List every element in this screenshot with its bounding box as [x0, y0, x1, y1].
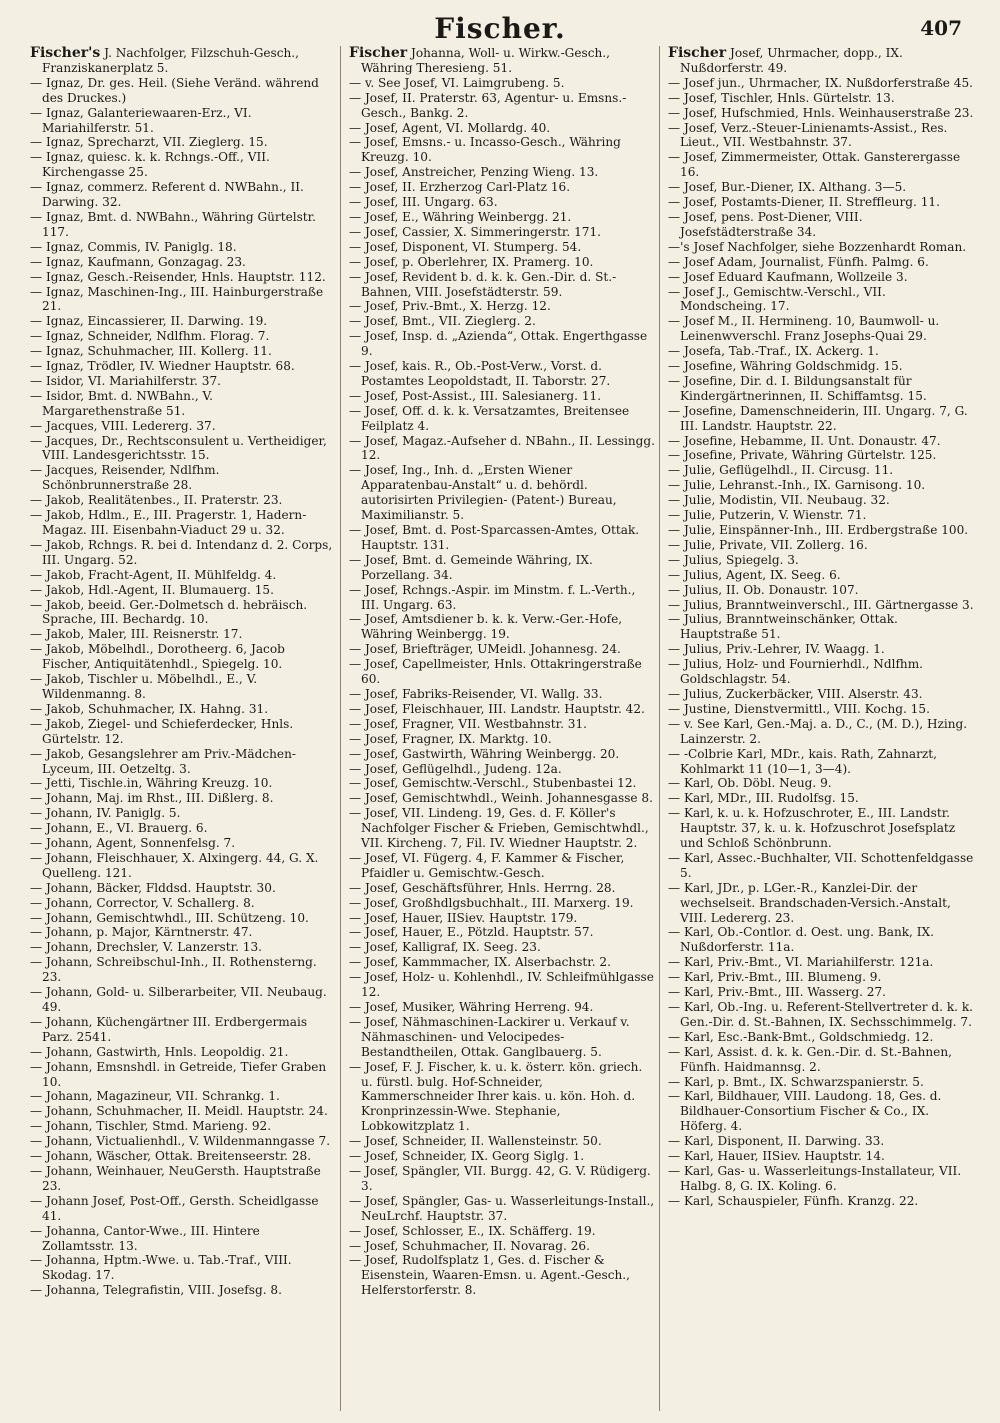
directory-entry: — Jakob, Gesangslehrer am Priv.-Mädchen-Lyceum, III. Oetzeltg. 3.	[30, 746, 296, 776]
directory-entry: — Josef J., Gemischtw.-Verschl., VII. Mondscheing. 17.	[668, 284, 886, 314]
directory-entry: — Josef, Post-Assist., III. Salesianerg. 11.	[349, 388, 602, 403]
directory-entry: — Josef Adam, Journalist, Fünfh. Palmg. 6.	[668, 254, 929, 269]
directory-entry: — Jakob, Möbelhdl., Dorotheerg. 6, Jacob Fischer, Antiquitätenhdl., Spiegelg. 10.	[30, 642, 285, 672]
directory-entry: — Johanna, Telegrafistin, VIII. Josefsg. 8.	[30, 1283, 282, 1298]
directory-entry: — Julius, Holz- und Fournierhdl., Ndlfhm. Goldschlagstr. 54.	[668, 657, 924, 687]
directory-entry: — Josef, Spängler, VII. Burgg. 42, G. V. Rüdigerg. 3.	[349, 1163, 651, 1193]
surname: Fischer	[668, 46, 727, 61]
directory-entry: — Josef, Magaz.-Aufseher d. NBahn., II. Lessingg. 12.	[349, 433, 655, 463]
directory-entry: — Julius, Agent, IX. Seeg. 6.	[668, 567, 841, 582]
directory-entry: — Josef, Tischler, Hnls. Gürtelstr. 13.	[668, 90, 895, 105]
directory-entry: — Josef, VII. Lindeng. 19, Ges. d. F. Köller's Nachfolger Fischer & Frieben, Gemischtwhdl., VII. Kircheng. 7, Fil. IV. Wiedner Hauptstr. 2.	[349, 806, 649, 851]
directory-entry: — Karl, p. Bmt., IX. Schwarzspanierstr. 5.	[668, 1074, 924, 1089]
directory-entry: — Karl, Ob.-Ing. u. Referent-Stellvertreter d. k. k. Gen.-Dir. d. St.-Bahnen, IX. Sechsschimmelg. 7.	[668, 1000, 974, 1029]
directory-entry: — Jakob, Hdlm., E., III. Pragerstr. 1, Hadern-Magaz. III. Eisenbahn-Viaduct 29 u. 32.	[30, 508, 307, 537]
directory-entry: — Ignaz, commerz. Referent d. NWBahn., II. Darwing. 32.	[30, 180, 304, 210]
directory-entry: — Johann, IV. Paniglg. 5.	[30, 806, 181, 821]
directory-entry: — Johann, E., VI. Brauerg. 6.	[30, 821, 208, 836]
directory-entry: — Josef, II. Erzherzog Carl-Platz 16.	[349, 180, 571, 195]
page-title: Fischer.	[434, 12, 566, 45]
directory-entry: — Josef, pens. Post-Diener, VIII. Josefstädterstraße 34.	[668, 209, 863, 239]
directory-entry: — Karl, Ob.-Contlor. d. Oest. ung. Bank, IX. Nußdorferstr. 11a.	[668, 925, 934, 955]
directory-entry: — Karl, Disponent, II. Darwing. 33.	[668, 1134, 885, 1149]
directory-entry: — Ignaz, Schneider, Ndlfhm. Florag. 7.	[30, 329, 270, 344]
directory-entry: — Josef, Off. d. k. k. Versatzamtes, Breitensee Feilplatz 4.	[349, 403, 630, 433]
column-lead-entry	[349, 46, 655, 76]
directory-entry: — Jakob, Schuhmacher, IX. Hahng. 31.	[30, 701, 269, 716]
directory-entry: — Josef, Agent, VI. Mollardg. 40.	[349, 120, 551, 135]
directory-entry: — Josef, p. Oberlehrer, IX. Pramerg. 10.	[349, 254, 594, 269]
directory-entry: — Karl, Schauspieler, Fünfh. Kranzg. 22.	[668, 1193, 919, 1208]
directory-entry: — Johann, Victualienhdl., V. Wildenmanngasse 7.	[30, 1134, 331, 1149]
directory-entry: — Josef, Insp. d. „Azienda“, Ottak. Engerthgasse 9.	[349, 329, 648, 359]
directory-entry: — Karl, Assec.-Buchhalter, VII. Schottenfeldgasse 5.	[668, 850, 974, 880]
directory-entry: — Johann, Agent, Sonnenfelsg. 7.	[30, 836, 236, 851]
page-number: 407	[920, 16, 962, 40]
directory-entry: — Jakob, beeid. Ger.-Dolmetsch d. hebräisch. Sprache, III. Bechardg. 10.	[30, 597, 308, 627]
directory-entry: — Josef, Gastwirth, Währing Weinbergg. 20.	[349, 746, 620, 761]
directory-entry: — Josef, Geschäftsführer, Hnls. Herrng. 28.	[349, 880, 616, 895]
directory-entry: — Johann, Küchengärtner III. Erdbergermais Parz. 2541.	[30, 1014, 308, 1044]
directory-entry: — Josef, Anstreicher, Penzing Wieng. 13.	[349, 165, 599, 180]
directory-entry: — Josef, Schneider, IX. Georg Siglg. 1.	[349, 1149, 585, 1164]
directory-entry: — Josef, Zimmermeister, Ottak. Gansterergasse 16.	[668, 150, 961, 180]
directory-entry: — Julius, Spiegelg. 3.	[668, 552, 799, 567]
directory-entry: — Ignaz, Commis, IV. Paniglg. 18.	[30, 239, 237, 254]
directory-entry: — Isidor, VI. Mariahilferstr. 37.	[30, 373, 221, 388]
directory-entry: — Josef, Hauer, IISiev. Hauptstr. 179.	[349, 910, 578, 925]
directory-entry: — Julie, Lehranst.-Inh., IX. Garnisong. 10.	[668, 478, 926, 493]
directory-entry: — Josef, Fragner, IX. Marktg. 10.	[349, 731, 552, 746]
directory-entry: — Jetti, Tischle.in, Währing Kreuzg. 10.	[30, 776, 273, 791]
directory-entry: — Johann, Gold- u. Silberarbeiter, VII. Neubaug. 49.	[30, 985, 327, 1014]
directory-entry: — Josef, Kammmacher, IX. Alserbachstr. 2.	[349, 955, 611, 970]
directory-entry: — Julie, Putzerin, V. Wienstr. 71.	[668, 508, 867, 523]
directory-entry: — Josef, Hufschmied, Hnls. Weinhauserstraße 23.	[668, 105, 974, 120]
directory-entry: — Josef Eduard Kaufmann, Wollzeile 3.	[668, 269, 908, 284]
directory-entry: — Jakob, Tischler u. Möbelhdl., E., V. Wildenmanng. 8.	[30, 672, 258, 701]
directory-entry: — Josef, Bmt. d. Post-Sparcassen-Amtes, Ottak. Hauptstr. 131.	[349, 523, 640, 552]
directory-columns	[30, 46, 978, 1411]
directory-entry: — Josefine, Damenschneiderin, III. Ungarg. 7, G. III. Landstr. Hauptstr. 22.	[668, 403, 968, 433]
directory-entry: — Jakob, Rchngs. R. bei d. Intendanz d. 2. Corps, III. Ungarg. 52.	[30, 537, 333, 567]
directory-entry: — Josef, Musiker, Währing Herreng. 94.	[349, 1000, 594, 1014]
directory-entry: — Johann, Drechsler, V. Lanzerstr. 13.	[30, 940, 262, 955]
directory-entry: — Karl, Ob. Döbl. Neug. 9.	[668, 776, 832, 791]
directory-entry: — Karl, Assist. d. k. k. Gen.-Dir. d. St.-Bahnen, Fünfh. Haidmannsg. 2.	[668, 1044, 952, 1074]
directory-entry: — Karl, Priv.-Bmt., VI. Mariahilferstr. 121a.	[668, 955, 934, 970]
directory-entry: — Josef, Cassier, X. Simmeringerstr. 171.	[349, 224, 602, 239]
directory-entry: — Ignaz, Galanteriewaaren-Erz., VI. Mariahilferstr. 51.	[30, 105, 252, 135]
directory-entry: — Johann, Gastwirth, Hnls. Leopoldig. 21.	[30, 1044, 289, 1059]
directory-entry: — Josef, kais. R., Ob.-Post-Verw., Vorst. d. Postamtes Leopoldstadt, II. Taborstr. 27.	[349, 359, 611, 388]
directory-entry: — Jakob, Ziegel- und Schieferdecker, Hnls. Gürtelstr. 12.	[30, 716, 294, 746]
lead-text: Johanna, Woll- u. Wirkw.-Gesch., Währing Theresieng. 51.	[361, 46, 610, 75]
directory-entry: — v. See Karl, Gen.-Maj. a. D., C., (M. D.), Hzing. Lainzerstr. 2.	[668, 716, 968, 746]
directory-entry: — Johann, Corrector, V. Schallerg. 8.	[30, 895, 255, 910]
directory-entry: — Johann, Tischler, Stmd. Marieng. 92.	[30, 1119, 272, 1134]
directory-entry: — Josef, Rudolfsplatz 1, Ges. d. Fischer & Eisenstein, Waaren-Emsn. u. Agent.-Gesch., Helferstorferstr. 8.	[349, 1253, 630, 1298]
directory-entry: — Julie, Private, VII. Zollerg. 16.	[668, 537, 868, 552]
directory-entry: — Johann Josef, Post-Off., Gersth. Scheidlgasse 41.	[30, 1193, 319, 1223]
directory-entry: — Josef, VI. Fügerg. 4, F. Kammer & Fischer, Pfaidler u. Gemischtw.-Gesch.	[349, 850, 625, 880]
directory-entry: — Josef, Hauer, E., Pötzld. Hauptstr. 57.	[349, 925, 594, 940]
directory-entry: — Josefa, Tab.-Traf., IX. Ackerg. 1.	[668, 344, 879, 359]
directory-entry: — Johann, Magazineur, VII. Schrankg. 1.	[30, 1089, 280, 1104]
column-lead-entry	[668, 46, 974, 76]
directory-entry: — Josef, Postamts-Diener, II. Streffleurg. 11.	[668, 195, 940, 210]
directory-entry: — Johann, Wäscher, Ottak. Breitenseerstr. 28.	[30, 1149, 312, 1164]
directory-entry: — Jakob, Hdl.-Agent, II. Blumauerg. 15.	[30, 582, 274, 597]
lead-text: J. Nachfolger, Filzschuh-Gesch., Franziskanerplatz 5.	[42, 46, 299, 75]
directory-entry: — Josef, Capellmeister, Hnls. Ottakringerstraße 60.	[349, 657, 642, 687]
directory-entry: — Josef, Kalligraf, IX. Seeg. 23.	[349, 940, 541, 955]
directory-entry: — -Colbrie Karl, MDr., kais. Rath, Zahnarzt, Kohlmarkt 11 (10—1, 3—4).	[668, 746, 937, 776]
directory-entry: — Ignaz, Gesch.-Reisender, Hnls. Hauptstr. 112.	[30, 269, 326, 284]
directory-entry: — Karl, Priv.-Bmt., III. Blumeng. 9.	[668, 970, 882, 985]
directory-entry: — Isidor, Bmt. d. NWBahn., V. Margarethenstraße 51.	[30, 388, 213, 418]
directory-entry: — Johanna, Hptm.-Wwe. u. Tab.-Traf., VIII. Skodag. 17.	[30, 1253, 292, 1283]
directory-entry: — Josef, Fleischhauer, III. Landstr. Hauptstr. 42.	[349, 701, 645, 716]
directory-entry: — Johann, Maj. im Rhst., III. Dißlerg. 8.	[30, 791, 274, 806]
directory-entry: — Josef, Briefträger, UMeidl. Johannesg. 24.	[349, 642, 621, 657]
directory-entry: — Jakob, Realitätenbes., II. Praterstr. 23.	[30, 493, 283, 508]
surname: Fischer's	[30, 46, 101, 61]
directory-entry: — Josef, Bur.-Diener, IX. Althang. 3—5.	[668, 180, 907, 195]
directory-entry: — Jakob, Fracht-Agent, II. Mühlfeldg. 4.	[30, 567, 277, 582]
directory-entry: — Jacques, VIII. Ledererg. 37.	[30, 418, 216, 433]
directory-entry: — Julie, Modistin, VII. Neubaug. 32.	[668, 493, 890, 508]
directory-entry: — Ignaz, Eincassierer, II. Darwing. 19.	[30, 314, 268, 329]
directory-entry: — Josef M., II. Hermineng. 10, Baumwoll- u. Leinenwverschl. Franz Josephs-Quai 29.	[668, 314, 940, 344]
directory-entry: — Johann, Schreibschul-Inh., II. Rothensterng. 23.	[30, 955, 317, 985]
directory-entry: — Ignaz, Sprecharzt, VII. Zieglerg. 15.	[30, 135, 268, 150]
directory-entry: — Julius, Zuckerbäcker, VIII. Alserstr. 43.	[668, 686, 923, 701]
directory-entry: — Johann, p. Major, Kärntnerstr. 47.	[30, 925, 253, 940]
directory-entry: — Johann, Emsnshdl. in Getreide, Tiefer Graben 10.	[30, 1059, 327, 1089]
directory-entry: — Josef, Schneider, II. Wallensteinstr. 50.	[349, 1134, 602, 1149]
directory-entry: — Josef, Amtsdiener b. k. k. Verw.-Ger.-Hofe, Währing Weinbergg. 19.	[349, 612, 623, 642]
directory-entry: — Josef, Gemischtw.-Verschl., Stubenbastei 12.	[349, 776, 637, 791]
directory-entry: — v. See Josef, VI. Laimgrubeng. 5.	[349, 75, 565, 90]
directory-entry: — Julius, II. Ob. Donaustr. 107.	[668, 582, 859, 597]
directory-entry: — Karl, Priv.-Bmt., III. Wasserg. 27.	[668, 985, 887, 1000]
directory-entry: — Karl, Hauer, IISiev. Hauptstr. 14.	[668, 1149, 885, 1164]
column-right	[668, 46, 978, 1411]
directory-entry: — Johann, Schuhmacher, II. Meidl. Hauptstr. 24.	[30, 1104, 328, 1119]
directory-entry: — Josef, Rchngs.-Aspir. im Minstm. f. L.-Verth., III. Ungarg. 63.	[349, 582, 636, 612]
directory-entry: — Julius, Branntweinverschl., III. Gärtnergasse 3.	[668, 597, 974, 612]
directory-entry: — Josef, Fabriks-Reisender, VI. Wallg. 33.	[349, 686, 603, 701]
directory-entry: — Justine, Dienstvermittl., VIII. Kochg. 15.	[668, 701, 930, 716]
lead-text: Josef, Uhrmacher, dopp., IX. Nußdorferstr. 49.	[680, 46, 903, 75]
directory-entry: — Ignaz, Kaufmann, Gonzagag. 23.	[30, 254, 246, 269]
directory-entry: — Josef, Bmt., VII. Zieglerg. 2.	[349, 314, 536, 329]
directory-entry: — Ignaz, Schuhmacher, III. Kollerg. 11.	[30, 344, 272, 359]
directory-entry: — Josef, Revident b. d. k. k. Gen.-Dir. d. St.-Bahnen, VIII. Josefstädterstr. 59.	[349, 269, 617, 299]
directory-entry: — Josef, Holz- u. Kohlenhdl., IV. Schleifmühlgasse 12.	[349, 970, 654, 1000]
column-left	[30, 46, 341, 1411]
directory-entry: — Ignaz, Bmt. d. NWBahn., Währing Gürtelstr. 117.	[30, 209, 316, 239]
directory-entry: — Josef, Schuhmacher, II. Novarag. 26.	[349, 1238, 590, 1253]
directory-entry: — Johann, Fleischhauer, X. Alxingerg. 44, G. X. Quelleng. 121.	[30, 850, 319, 880]
directory-entry: — Karl, MDr., III. Rudolfsg. 15.	[668, 791, 859, 806]
directory-entry: — Ignaz, quiesc. k. k. Rchngs.-Off., VII. Kirchengasse 25.	[30, 150, 270, 180]
directory-entry: — Josef, F. J. Fischer, k. u. k. österr. kön. griech. u. fürstl. bulg. Hof-Schneider, Kammerschneider Ihrer kais. u. kön. Hoh. d. Kronprinzessin-Wwe. Stephanie, Lobkowitzplatz 1.	[349, 1059, 643, 1134]
directory-entry: — Josef, Geflügelhdl., Judeng. 12a.	[349, 761, 562, 776]
directory-entry: — Karl, k. u. k. Hofzuschroter, E., III. Landstr. Hauptstr. 37, k. u. k. Hofzuschrot Josefsplatz und Schloß Schönbrunn.	[668, 806, 956, 851]
directory-entry: — Josef jun., Uhrmacher, IX. Nußdorferstraße 45.	[668, 75, 974, 90]
directory-entry: — Julie, Einspänner-Inh., III. Erdbergstraße 100.	[668, 523, 969, 537]
column-middle	[349, 46, 660, 1411]
directory-entry: — Julie, Geflügelhdl., II. Circusg. 11.	[668, 463, 894, 478]
directory-entry: — Julius, Branntweinschänker, Ottak. Hauptstraße 51.	[668, 612, 898, 642]
directory-entry: — Josefine, Private, Währing Gürtelstr. 125.	[668, 448, 937, 463]
directory-entry: — Johanna, Cantor-Wwe., III. Hintere Zollamtsstr. 13.	[30, 1223, 260, 1253]
directory-entry: — Josef, Gemischtwhdl., Weinh. Johannesgasse 8.	[349, 791, 653, 806]
directory-entry: — Josef, Fragner, VII. Westbahnstr. 31.	[349, 716, 587, 731]
directory-entry: — Josefine, Hebamme, II. Unt. Donaustr. 47.	[668, 433, 941, 448]
page-header	[30, 10, 970, 46]
directory-entry: — Josef, Großhdlgsbuchhalt., III. Marxerg. 19.	[349, 895, 634, 910]
directory-entry: — Josef, E., Währing Weinbergg. 21.	[349, 209, 572, 224]
directory-entry: — Johann, Gemischtwhdl., III. Schützeng. 10.	[30, 910, 309, 925]
directory-entry: — Josef, Spängler, Gas- u. Wasserleitungs-Install., NeuLrchf. Hauptstr. 37.	[349, 1193, 655, 1223]
directory-entry: — Karl, Bildhauer, VIII. Laudong. 18, Ges. d. Bildhauer-Consortium Fischer & Co., IX. Höferg. 4.	[668, 1089, 942, 1134]
directory-entry: — Jacques, Reisender, Ndlfhm. Schönbrunnerstraße 28.	[30, 463, 220, 493]
directory-entry: — Karl, Gas- u. Wasserleitungs-Installateur, VII. Halbg. 8, G. IX. Koling. 6.	[668, 1163, 962, 1193]
directory-entry: — Josef, Disponent, VI. Stumperg. 54.	[349, 239, 582, 254]
directory-entry: — Karl, JDr., p. LGer.-R., Kanzlei-Dir. der wechselseit. Brandschaden-Versich.-Anstalt, VIII. Ledererg. 23.	[668, 880, 951, 925]
column-lead-entry	[30, 46, 336, 76]
directory-entry: — Johann, Bäcker, Flddsd. Hauptstr. 30.	[30, 880, 276, 895]
directory-entry: — Josef, Bmt. d. Gemeinde Währing, IX. Porzellang. 34.	[349, 552, 593, 582]
directory-entry: — Ignaz, Dr. ges. Heil. (Siehe Veränd. während des Druckes.)	[30, 75, 319, 105]
directory-entry: — Josef, Ing., Inh. d. „Ersten Wiener Apparatenbau-Anstalt“ u. d. behördl. autorisirten Privilegien- (Patent-) Bureau, Maximilianstr. 5.	[349, 463, 617, 523]
directory-entry: — Ignaz, Trödler, IV. Wiedner Hauptstr. 68.	[30, 359, 295, 374]
directory-entry: — Josef, II. Praterstr. 63, Agentur- u. Emsns.-Gesch., Bankg. 2.	[349, 90, 627, 120]
directory-entry: — Josefine, Währing Goldschmidg. 15.	[668, 359, 903, 374]
directory-entry: — Karl, Esc.-Bank-Bmt., Goldschmiedg. 12.	[668, 1029, 934, 1044]
surname: Fischer	[349, 46, 408, 61]
directory-entry: — Ignaz, Maschinen-Ing., III. Hainburgerstraße 21.	[30, 284, 324, 314]
directory-entry: — Josef, Priv.-Bmt., X. Herzg. 12.	[349, 299, 551, 314]
directory-entry: — Josef, Nähmaschinen-Lackirer u. Verkauf v. Nähmaschinen- und Velocipedes-Bestandtheilen, Ottak. Ganglbauerg. 5.	[349, 1014, 630, 1059]
directory-entry: — Josef, Verz.-Steuer-Linienamts-Assist., Res. Lieut., VII. Westbahnstr. 37.	[668, 120, 948, 150]
directory-entry: — Josef, Schlosser, E., IX. Schäfferg. 19.	[349, 1223, 596, 1238]
directory-entry: — Johann, Weinhauer, NeuGersth. Hauptstraße 23.	[30, 1163, 321, 1193]
directory-entry: — Jacques, Dr., Rechtsconsulent u. Vertheidiger, VIII. Landesgerichtsstr. 15.	[30, 433, 327, 463]
directory-entry: — Josefine, Dir. d. I. Bildungsanstalt für Kindergärtnerinnen, II. Schiffamtsg. 15.	[668, 373, 927, 403]
directory-entry: — Jakob, Maler, III. Reisnerstr. 17.	[30, 627, 243, 642]
directory-entry: — Josef, Emsns.- u. Incasso-Gesch., Währing Kreuzg. 10.	[349, 135, 621, 165]
directory-entry: — Josef, III. Ungarg. 63.	[349, 195, 498, 210]
directory-entry: —'s Josef Nachfolger, siehe Bozzenhardt Roman.	[668, 239, 967, 254]
directory-entry: — Julius, Priv.-Lehrer, IV. Waagg. 1.	[668, 642, 885, 657]
